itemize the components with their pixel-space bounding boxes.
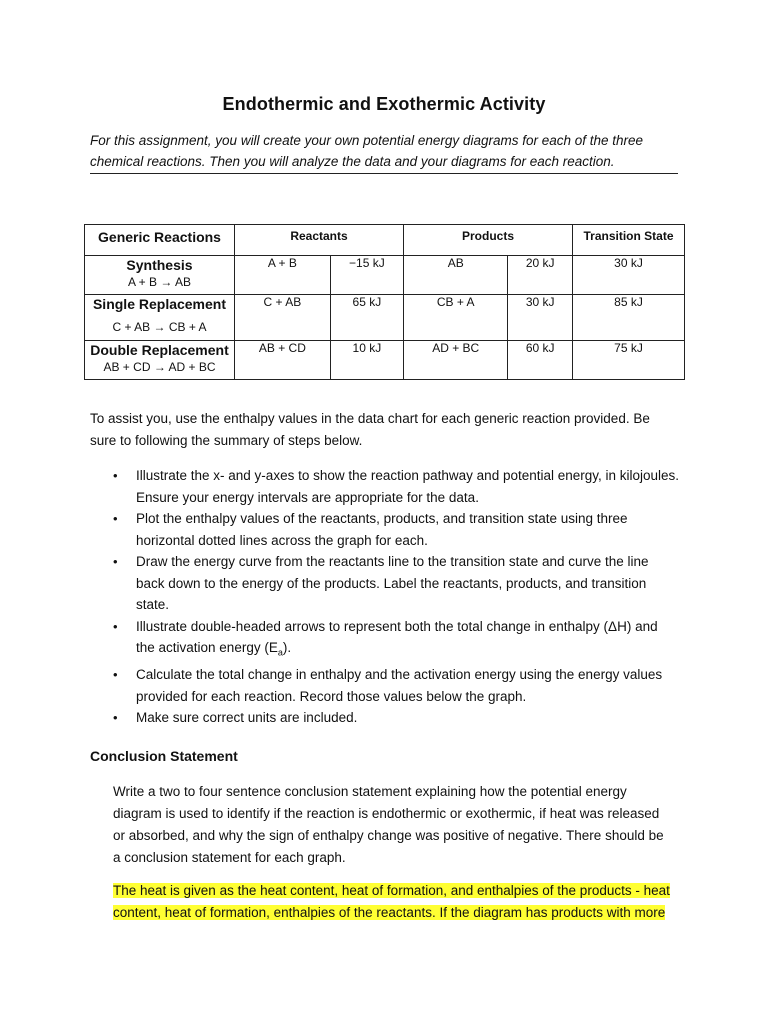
- step-text: Plot the enthalpy values of the reactants, products, and transition state using three horizontal dotted lines across the graph for each.: [136, 511, 628, 548]
- reactant-cell: AB + CD: [235, 341, 331, 380]
- highlighted-answer: [113, 880, 673, 924]
- list-item: [90, 707, 680, 729]
- subscript-a: a: [277, 647, 283, 658]
- reactant-energy-cell: 65 kJ: [330, 295, 403, 341]
- reaction-data-table: [84, 224, 685, 380]
- list-item: [90, 616, 680, 665]
- reaction-name-cell: [85, 295, 235, 341]
- reactant-energy-cell: 10 kJ: [330, 341, 403, 380]
- bullet-icon: •: [113, 468, 118, 483]
- reaction-name: Synthesis: [126, 257, 193, 273]
- step-text-tail: ).: [282, 640, 292, 655]
- step-text: Calculate the total change in enthalpy and the activation energy using the energy values provided for each reaction. Record those values below the graph.: [136, 667, 663, 704]
- reaction-name-cell: [85, 341, 235, 380]
- list-item: [90, 508, 680, 551]
- reactant-energy-cell: −15 kJ: [330, 256, 403, 295]
- step-text: Illustrate the x- and y-axes to show the reaction pathway and potential energy, in kilojoules. Ensure your energy intervals are appropriate for the data.: [136, 468, 680, 505]
- list-item: [90, 551, 680, 616]
- step-text: Draw the energy curve from the reactants line to the transition state and curve the line back down to the energy of the products. Label the reactants, products, and transition state.: [136, 554, 649, 612]
- list-item: [90, 664, 680, 707]
- reaction-equation: AB + CD → AD + BC: [103, 360, 216, 374]
- header-generic-reactions: Generic Reactions: [85, 225, 235, 256]
- reactant-cell: C + AB: [235, 295, 331, 341]
- header-products: Products: [404, 225, 573, 256]
- product-cell: AB: [404, 256, 508, 295]
- reaction-name: Single Replacement: [92, 296, 227, 312]
- table-row: [85, 341, 685, 380]
- step-text: Illustrate double-headed arrows to represent both the total change in enthalpy (ΔH) and the activation energy (E: [136, 618, 658, 655]
- product-energy-cell: 60 kJ: [508, 341, 573, 380]
- bullet-icon: •: [113, 511, 118, 526]
- transition-energy-cell: 85 kJ: [573, 295, 685, 341]
- transition-energy-cell: 75 kJ: [573, 341, 685, 380]
- table-header-row: [85, 225, 685, 256]
- bullet-icon: •: [113, 667, 118, 683]
- step-text: Make sure correct units are included.: [136, 710, 358, 726]
- product-energy-cell: 20 kJ: [508, 256, 573, 295]
- reaction-equation: A + B → AB: [127, 275, 192, 289]
- product-cell: AD + BC: [404, 341, 508, 380]
- bullet-icon: •: [113, 554, 118, 569]
- highlighted-text: The heat is given as the heat content, heat of formation, and enthalpies of the products - heat content, heat of formation, enthalpies of the reactants. If the diagram has products with more: [113, 883, 670, 920]
- conclusion-paragraph: Write a two to four sentence conclusion statement explaining how the potential energy diagram is used to identify if the reaction is endothermic or exothermic, if heat was released or absorbed, and why the sign of enthalpy change was positive of negative. There should be a conclusion statement for each graph.: [113, 784, 664, 865]
- transition-energy-cell: 30 kJ: [573, 256, 685, 295]
- header-reactants: Reactants: [235, 225, 404, 256]
- steps-list: [90, 465, 680, 729]
- table-row: [85, 256, 685, 295]
- page-title: Endothermic and Exothermic Activity: [222, 94, 546, 114]
- header-transition-state: Transition State: [573, 225, 685, 256]
- list-item: [90, 465, 680, 508]
- reaction-name-cell: [85, 256, 235, 295]
- bullet-icon: •: [113, 710, 118, 726]
- assist-paragraph: To assist you, use the enthalpy values in the data chart for each generic reaction provided. Be sure to following the summary of steps below.: [90, 411, 650, 448]
- product-energy-cell: 30 kJ: [508, 295, 573, 341]
- reaction-equation: C + AB → CB + A: [112, 320, 207, 334]
- reaction-name: Double Replacement: [90, 342, 229, 358]
- conclusion-heading: Conclusion Statement: [90, 748, 238, 764]
- table-row: [85, 295, 685, 341]
- bullet-icon: •: [113, 618, 118, 634]
- intro-paragraph: For this assignment, you will create your own potential energy diagrams for each of the three chemical reactions. Then you will analyze the data and your diagrams for each reaction.: [90, 130, 678, 174]
- product-cell: CB + A: [404, 295, 508, 341]
- reactant-cell: A + B: [235, 256, 331, 295]
